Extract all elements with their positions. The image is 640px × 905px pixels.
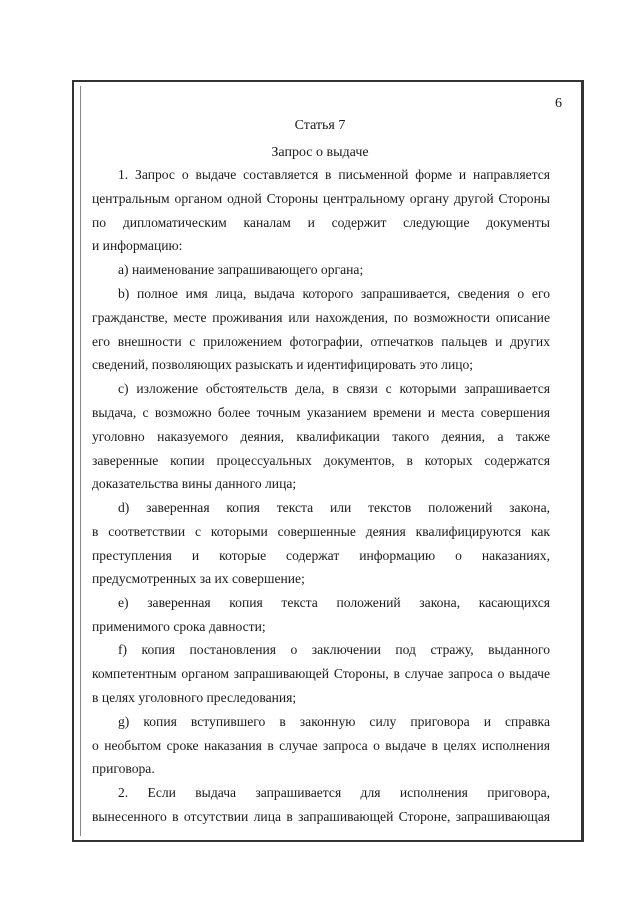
- text-line: в целях уголовного преследования;: [92, 690, 297, 705]
- text-line: его внешности с приложением фотографии, отпечатков пальцев и других: [92, 334, 550, 349]
- page-number: 6: [555, 96, 562, 111]
- text-line: 1. Запрос о выдаче составляется в письменной форме и направляется: [118, 167, 550, 182]
- text-line: d) заверенная копия текста или текстов положений закона,: [118, 500, 550, 515]
- text-line: 2. Если выдача запрашивается для исполнения приговора,: [118, 785, 550, 800]
- text-line: c) изложение обстоятельств дела, в связи с которыми запрашивается: [118, 381, 550, 396]
- text-line: приговора.: [92, 761, 155, 776]
- text-line: g) копия вступившего в законную силу приговора и справка: [118, 714, 550, 729]
- text-line: вынесенного в отсутствии лица в запрашивающей Стороне, запрашивающая: [92, 809, 550, 824]
- text-line: уголовно наказуемого деяния, квалификации такого деяния, а также: [92, 429, 550, 444]
- text-line: e) заверенная копия текста положений закона, касающихся: [118, 595, 550, 610]
- text-line: центральным органом одной Стороны центральному органу другой Стороны: [92, 191, 550, 206]
- text-line: b) полное имя лица, выдача которого запрашивается, сведения о его: [118, 286, 550, 301]
- text-line: f) копия постановления о заключении под стражу, выданного: [118, 642, 550, 657]
- text-line: заверенные копии процессуальных документов, в которых содержатся: [92, 453, 550, 468]
- text-line: и информацию:: [92, 238, 183, 253]
- text-line: о необытом сроке наказания в случае запроса о выдаче в целях исполнения: [92, 738, 550, 753]
- text-line: применимого срока давности;: [92, 619, 266, 634]
- binding-line: [80, 86, 81, 836]
- text-line: по дипломатическим каналам и содержит следующие документы: [92, 215, 550, 230]
- text-line: компетентным органом запрашивающей Стороны, в случае запроса о выдаче: [92, 666, 550, 681]
- text-line: выдача, с возможно более точным указанием времени и места совершения: [92, 405, 550, 420]
- article-heading: Статья 7: [294, 118, 346, 133]
- article-subtitle: Запрос о выдаче: [271, 145, 369, 160]
- text-line: гражданстве, месте проживания или нахождения, по возможности описание: [92, 310, 550, 325]
- text-line: преступления и которые содержат информацию о наказаниях,: [92, 548, 550, 563]
- text-line: сведений, позволяющих разыскать и идентифицировать это лицо;: [92, 357, 474, 372]
- text-line: предусмотренных за их совершение;: [92, 571, 305, 586]
- text-line: a) наименование запрашивающего органа;: [118, 262, 364, 277]
- text-line: в соответствии с которыми совершенные деяния квалифицируются как: [92, 524, 550, 539]
- text-line: доказательства вины данного лица;: [92, 476, 297, 491]
